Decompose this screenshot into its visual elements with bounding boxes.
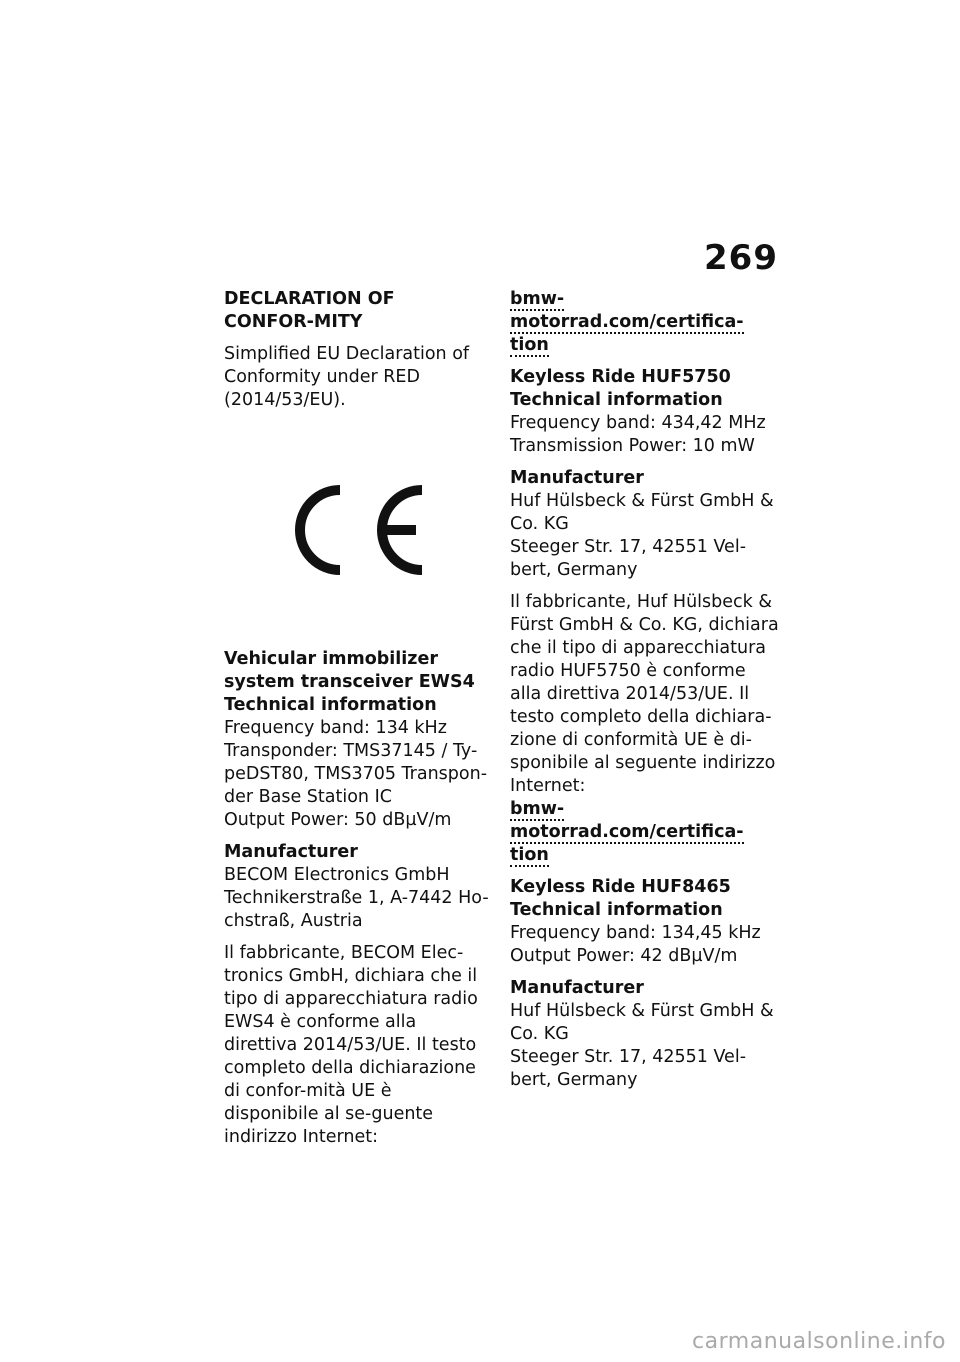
watermark: carmanualsonline.info xyxy=(692,1329,946,1354)
huf8465-tech-heading: Technical information xyxy=(510,900,723,920)
certification-link-1[interactable]: bmw-motorrad.com/certifica-tion xyxy=(510,289,744,355)
huf5750-tech-heading: Technical information xyxy=(510,390,723,410)
huf5750-manufacturer-heading: Manufacturer xyxy=(510,468,644,488)
huf5750-frequency: Frequency band: 434,42 MHz xyxy=(510,413,766,433)
huf5750-power: Transmission Power: 10 mW xyxy=(510,436,755,456)
huf5750-manufacturer-name: Huf Hülsbeck & Fürst GmbH & Co. KG xyxy=(510,491,774,534)
ews4-title: Vehicular immobilizer system transceiver EWS4 xyxy=(224,649,475,692)
huf8465-power: Output Power: 42 dBµV/m xyxy=(510,946,738,966)
ews4-output-power: Output Power: 50 dBµV/m xyxy=(224,810,452,830)
page-number: 269 xyxy=(704,238,778,278)
huf8465-manufacturer-address: Steeger Str. 17, 42551 Vel-bert, Germany xyxy=(510,1047,747,1090)
declaration-text: Simplified EU Declaration of Conformity under RED (2014/53/EU). xyxy=(224,344,470,410)
certification-link-2[interactable]: bmw-motorrad.com/certifica-tion xyxy=(510,799,744,865)
left-column xyxy=(224,288,489,1149)
ews4-tech-heading: Technical information xyxy=(224,695,437,715)
huf8465-frequency: Frequency band: 134,45 kHz xyxy=(510,923,761,943)
ews4-manufacturer-address: Technikerstraße 1, A-7442 Ho-chstraß, Austria xyxy=(224,888,489,931)
huf8465-manufacturer-name: Huf Hülsbeck & Fürst GmbH & Co. KG xyxy=(510,1001,774,1044)
huf5750-manufacturer-address: Steeger Str. 17, 42551 Vel-bert, Germany xyxy=(510,537,747,580)
ews4-frequency: Frequency band: 134 kHz xyxy=(224,718,447,738)
ews4-manufacturer-name: BECOM Electronics GmbH xyxy=(224,865,450,885)
huf8465-manufacturer-heading: Manufacturer xyxy=(510,978,644,998)
declaration-heading: DECLARATION OF CONFOR-MITY xyxy=(224,289,395,332)
ce-mark-icon xyxy=(282,478,432,582)
ews4-manufacturer-heading: Manufacturer xyxy=(224,842,358,862)
huf8465-title: Keyless Ride HUF8465 xyxy=(510,877,731,897)
right-column xyxy=(510,288,782,1092)
huf5750-title: Keyless Ride HUF5750 xyxy=(510,367,731,387)
ews4-italian-text: Il fabbricante, BECOM Elec-tronics GmbH, dichiara che il tipo di apparecchiatura radio EWS4 è conforme alla direttiva 2014/53/UE. Il testo completo della dichiarazione di confor-mità UE è disponibile al se-guente indirizzo Internet: xyxy=(224,943,478,1147)
huf5750-italian-text: Il fabbricante, Huf Hülsbeck & Fürst GmbH & Co. KG, dichiara che il tipo di apparecchiatura radio HUF5750 è conforme alla direttiva 2014/53/UE. Il testo completo della dichiara-zione di conformità UE è di-sponibile al seguente indirizzo Internet: xyxy=(510,592,779,796)
ce-mark xyxy=(224,412,489,648)
ews4-transponder: Transponder: TMS37145 / Ty-peDST80, TMS3705 Transpon-der Base Station IC xyxy=(224,741,488,807)
